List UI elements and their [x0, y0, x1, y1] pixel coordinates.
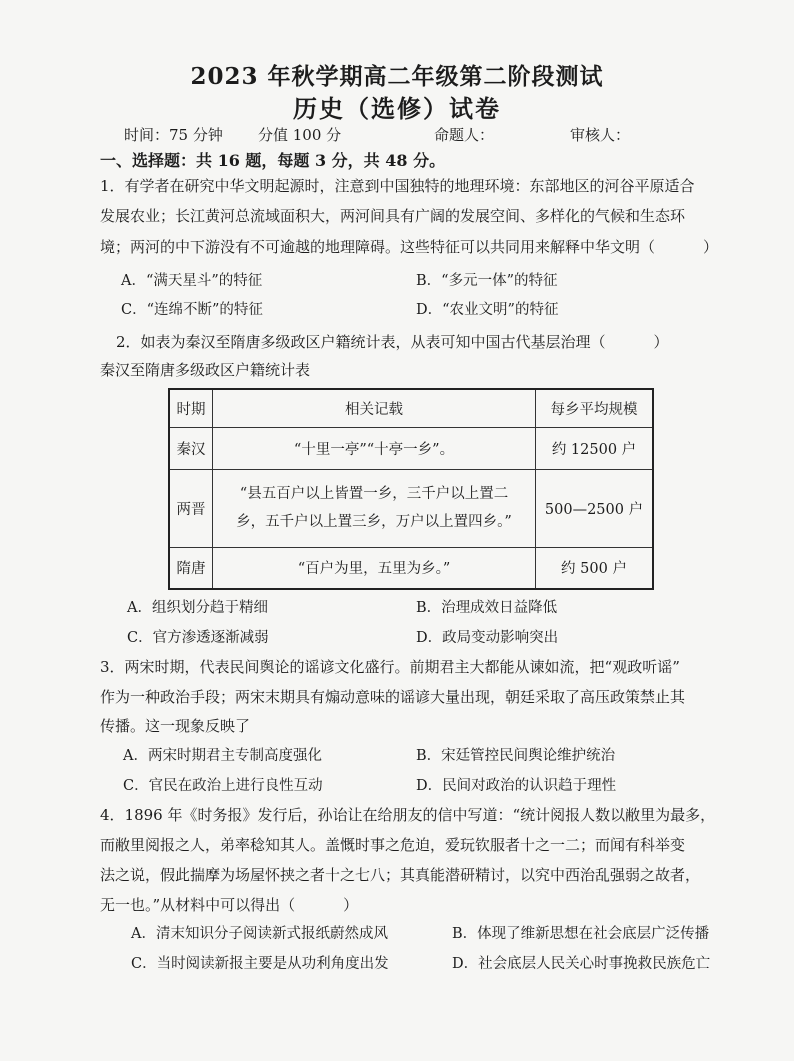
score-label: 分值 100 分 — [258, 126, 342, 144]
q1-line-3: 境；两河的中下游没有不可逾越的地理障碍。这些特征可以共同用来解释中华文明（ ） — [100, 238, 719, 256]
table-header: 每乡平均规模 — [536, 389, 654, 427]
exam-subtitle: 历史（选修）试卷 — [293, 94, 501, 123]
q2-option-a: A．组织划分趋于精细 — [127, 600, 268, 616]
q3-line-2: 作为一种政治手段；两宋末期具有煽动意味的谣谚大量出现，朝廷采取了高压政策禁止其 — [100, 688, 686, 706]
table-header-row — [169, 389, 653, 427]
q1-option-d: D．“农业文明”的特征 — [416, 302, 559, 318]
q4-option-c: C．当时阅读新报主要是从功利角度出发 — [131, 956, 389, 972]
table-header: 时期 — [169, 389, 213, 427]
household-table — [168, 388, 654, 590]
time-label: 时间：75 分钟 — [124, 126, 223, 144]
reviewer-label: 审核人： — [570, 126, 631, 144]
table-cell-record — [213, 469, 536, 547]
q4-option-b: B．体现了维新思想在社会底层广泛传播 — [452, 926, 710, 942]
table-cell-period: 隋唐 — [169, 547, 213, 589]
table-header: 相关记载 — [213, 389, 536, 427]
q4-line-2: 而敝里阅报之人，弟率稔知其人。盖慨时事之危迫，爱玩钦服者十之一二；而闻有科举变 — [100, 836, 686, 854]
table-caption: 秦汉至隋唐多级政区户籍统计表 — [100, 361, 311, 379]
table-row — [169, 427, 653, 469]
q3-line-1: 3．两宋时期，代表民间舆论的谣谚文化盛行。前期君主大都能从谏如流，把“观政听谣” — [100, 658, 680, 676]
q2-option-d: D．政局变动影响突出 — [416, 630, 559, 646]
q4-option-d: D．社会底层人民关心时事挽救民族危亡 — [452, 956, 711, 972]
section-heading: 一、选择题：共 16 题，每题 3 分，共 48 分。 — [100, 151, 446, 170]
q4-line-1: 4．1896 年《时务报》发行后，孙诒让在给朋友的信中写道：“统计阅报人数以敝里为最多， — [100, 806, 716, 824]
exam-title: 2023 年秋学期高二年级第二阶段测试 — [190, 63, 604, 90]
q4-option-a: A．清末知识分子阅读新式报纸蔚然成风 — [131, 926, 388, 942]
table-cell-record: “百户为里，五里为乡。” — [213, 547, 536, 589]
table-cell-size: 约 12500 户 — [536, 427, 654, 469]
q3-option-d: D．民间对政治的认识趋于理性 — [416, 778, 617, 794]
author-label: 命题人： — [434, 126, 495, 144]
table-cell-record: “十里一亭”“十亭一乡”。 — [213, 427, 536, 469]
q4-line-4: 无一也。”从材料中可以得出（ ） — [100, 896, 359, 914]
table-row — [169, 547, 653, 589]
table-cell-size: 500—2500 户 — [536, 469, 654, 547]
q4-line-3: 法之说，假此揣摩为场屋怀挟之者十之七八；其真能潜研精讨，以究中西治乱强弱之故者， — [100, 866, 701, 884]
q1-line-2: 发展农业；长江黄河总流域面积大，两河间具有广阔的发展空间、多样化的气候和生态环 — [100, 207, 686, 225]
q1-option-c: C．“连绵不断”的特征 — [121, 302, 263, 318]
table-row — [169, 469, 653, 547]
table-cell-period: 两晋 — [169, 469, 213, 547]
q3-option-c: C．官民在政治上进行良性互动 — [123, 778, 323, 794]
q2-option-c: C．官方渗透逐渐减弱 — [127, 630, 269, 646]
q1-option-a: A．“满天星斗”的特征 — [121, 273, 263, 289]
q3-line-3: 传播。这一现象反映了 — [100, 717, 251, 735]
table-cell-size: 约 500 户 — [536, 547, 654, 589]
q1-line-1: 1．有学者在研究中华文明起源时，注意到中国独特的地理环境：东部地区的河谷平原适合 — [100, 177, 695, 195]
table-cell-period: 秦汉 — [169, 427, 213, 469]
record-line: 乡，五千户以上置三乡，万户以上置四乡。” — [236, 514, 512, 530]
q2-stem: 2．如表为秦汉至隋唐多级政区户籍统计表，从表可知中国古代基层治理（ ） — [116, 333, 669, 351]
q3-option-b: B．宋廷管控民间舆论维护统治 — [416, 748, 616, 764]
q2-option-b: B．治理成效日益降低 — [416, 600, 558, 616]
record-line: “县五百户以上皆置一乡，三千户以上置二 — [239, 486, 509, 502]
q3-option-a: A．两宋时期君主专制高度强化 — [123, 748, 322, 764]
q1-option-b: B．“多元一体”的特征 — [416, 273, 558, 289]
